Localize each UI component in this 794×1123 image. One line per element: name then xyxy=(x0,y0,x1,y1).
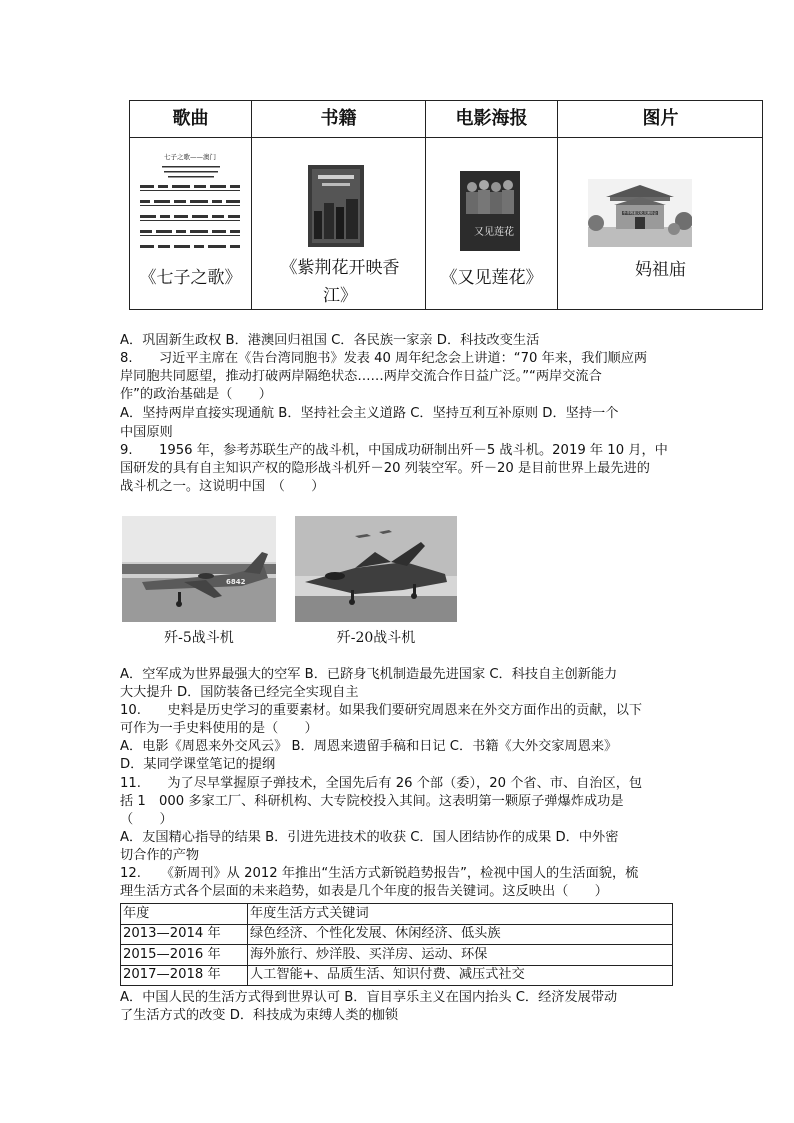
q10-options-line2: D．某同学课堂笔记的提纲 xyxy=(120,757,276,772)
j5-fighter-photo xyxy=(122,516,276,622)
q10-stem-line2: 可作为一手史料使用的是（ ） xyxy=(120,721,318,736)
table-cell-year: 2013—2014 年 xyxy=(121,924,248,945)
table-row xyxy=(121,945,673,966)
table-cell-keywords: 人工智能+、品质生活、知识付费、减压式社交 xyxy=(248,965,673,986)
q9-stem-line2: 国研发的具有自主知识产权的隐形战斗机歼－20 列装空军。歼－20 是目前世界上最先进的 xyxy=(120,461,650,476)
caption-book-line2: 江》 xyxy=(323,286,357,306)
q12-options-line2: 了生活方式的改变 D．科技成为束缚人类的枷锁 xyxy=(120,1008,399,1023)
music-notation xyxy=(138,163,242,257)
j20-caption: 歼-20战斗机 xyxy=(336,630,416,646)
table-header-year: 年度 xyxy=(121,904,248,925)
q12-options-line1: A．中国人民的生活方式得到世界认可 B．盲目享乐主义在国内抬头 C．经济发展带动 xyxy=(120,990,618,1005)
table-row xyxy=(121,904,673,925)
q11-stem-line1: 11. 为了尽早掌握原子弹技术，全国先后有 26 个部（委），20 个省、市、自治区，包 xyxy=(120,776,643,791)
table-cell-year: 2015—2016 年 xyxy=(121,945,248,966)
temple-sign: 中华妈祖文化交流协会 xyxy=(623,211,657,216)
q10-options-line1: A．电影《周恩来外交风云》 B．周恩来遗留手稿和日记 C．书籍《大外交家周恩来》 xyxy=(120,739,618,754)
q8-options-line2: 中国原则 xyxy=(120,425,173,440)
table-row xyxy=(121,965,673,986)
q10-stem-line1: 10. 史料是历史学习的重要素材。如果我们要研究周恩来在外交方面作出的贡献，以下 xyxy=(120,703,643,718)
q9-options-line1: A．空军成为世界最强大的空军 B．已跻身飞机制造最先进国家 C．科技自主创新能力 xyxy=(120,667,618,682)
song-sheet-title: 七子之歌——澳门 xyxy=(164,153,216,161)
table-cell-keywords: 绿色经济、个性化发展、休闲经济、低头族 xyxy=(248,924,673,945)
header-song: 歌曲 xyxy=(172,108,209,129)
j5-caption: 歼-5战斗机 xyxy=(164,630,234,646)
q11-stem-line2: 括 1 000 多家工厂、科研机构、大专院校投入其间。这表明第一颗原子弹爆炸成功是 xyxy=(120,794,624,809)
q9-stem-line1: 9. 1956 年，参考苏联生产的战斗机，中国成功研制出歼－5 战斗机。2019 年 10 月，中 xyxy=(120,443,668,458)
film-poster-title: 又见莲花 xyxy=(474,227,514,238)
keywords-table xyxy=(120,903,673,986)
table-cell-year: 2017—2018 年 xyxy=(121,965,248,986)
table-header-keywords: 年度生活方式关键词 xyxy=(248,904,673,925)
q8-stem-line2: 岸同胞共同愿望，推动打破两岸隔绝状态……两岸交流合作日益广泛。”“两岸交流合 xyxy=(120,369,602,384)
q9-options-line2: 大大提升 D．国防装备已经完全实现自主 xyxy=(120,685,359,700)
q11-options-line1: A．友国精心指导的结果 B．引进先进技术的收获 C．国人团结协作的成果 D．中外密 xyxy=(120,830,619,845)
film-poster-image xyxy=(460,171,520,251)
q9-stem-line3: 战斗机之一。这说明中国 （ ） xyxy=(120,479,325,494)
header-book: 书籍 xyxy=(320,108,357,129)
media-table xyxy=(129,100,763,310)
q12-stem-line2: 理生活方式各个层面的未来趋势，如表是几个年度的报告关键词。这反映出（ ） xyxy=(120,884,608,899)
caption-song: 《七子之歌》 xyxy=(139,268,242,288)
j20-fighter-photo xyxy=(295,516,457,622)
q8-stem-line1: 8. 习近平主席在《告台湾同胞书》发表 40 周年纪念会上讲道：“70 年来，我们顺应两 xyxy=(120,351,648,366)
table-cell-keywords: 海外旅行、炒洋股、买洋房、运动、环保 xyxy=(248,945,673,966)
caption-book-line1: 《紫荆花开映香 xyxy=(280,258,400,278)
q11-stem-line3: （ ） xyxy=(120,812,173,827)
header-picture: 图片 xyxy=(642,108,679,129)
table-row xyxy=(121,924,673,945)
book-cover-image xyxy=(308,165,364,247)
q7-options: A．巩固新生政权 B．港澳回归祖国 C．各民族一家亲 D．科技改变生活 xyxy=(120,333,540,348)
temple-photo-image xyxy=(588,179,692,247)
song-sheet-image xyxy=(138,153,242,253)
caption-picture: 妈祖庙 xyxy=(635,260,686,280)
q8-options-line1: A．坚持两岸直接实现通航 B．坚持社会主义道路 C．坚持互利互补原则 D．坚持一个 xyxy=(120,406,619,421)
j5-tail-number: 6842 xyxy=(226,578,246,586)
q11-options-line2: 切合作的产物 xyxy=(120,848,200,863)
q12-stem-line1: 12. 《新周刊》从 2012 年推出“生活方式新锐趋势报告”，检视中国人的生活面貌，梳 xyxy=(120,866,639,881)
caption-film: 《又见莲花》 xyxy=(440,268,543,288)
q8-stem-line3: 作”的政治基础是（ ） xyxy=(120,387,272,402)
header-film-poster: 电影海报 xyxy=(455,108,528,129)
